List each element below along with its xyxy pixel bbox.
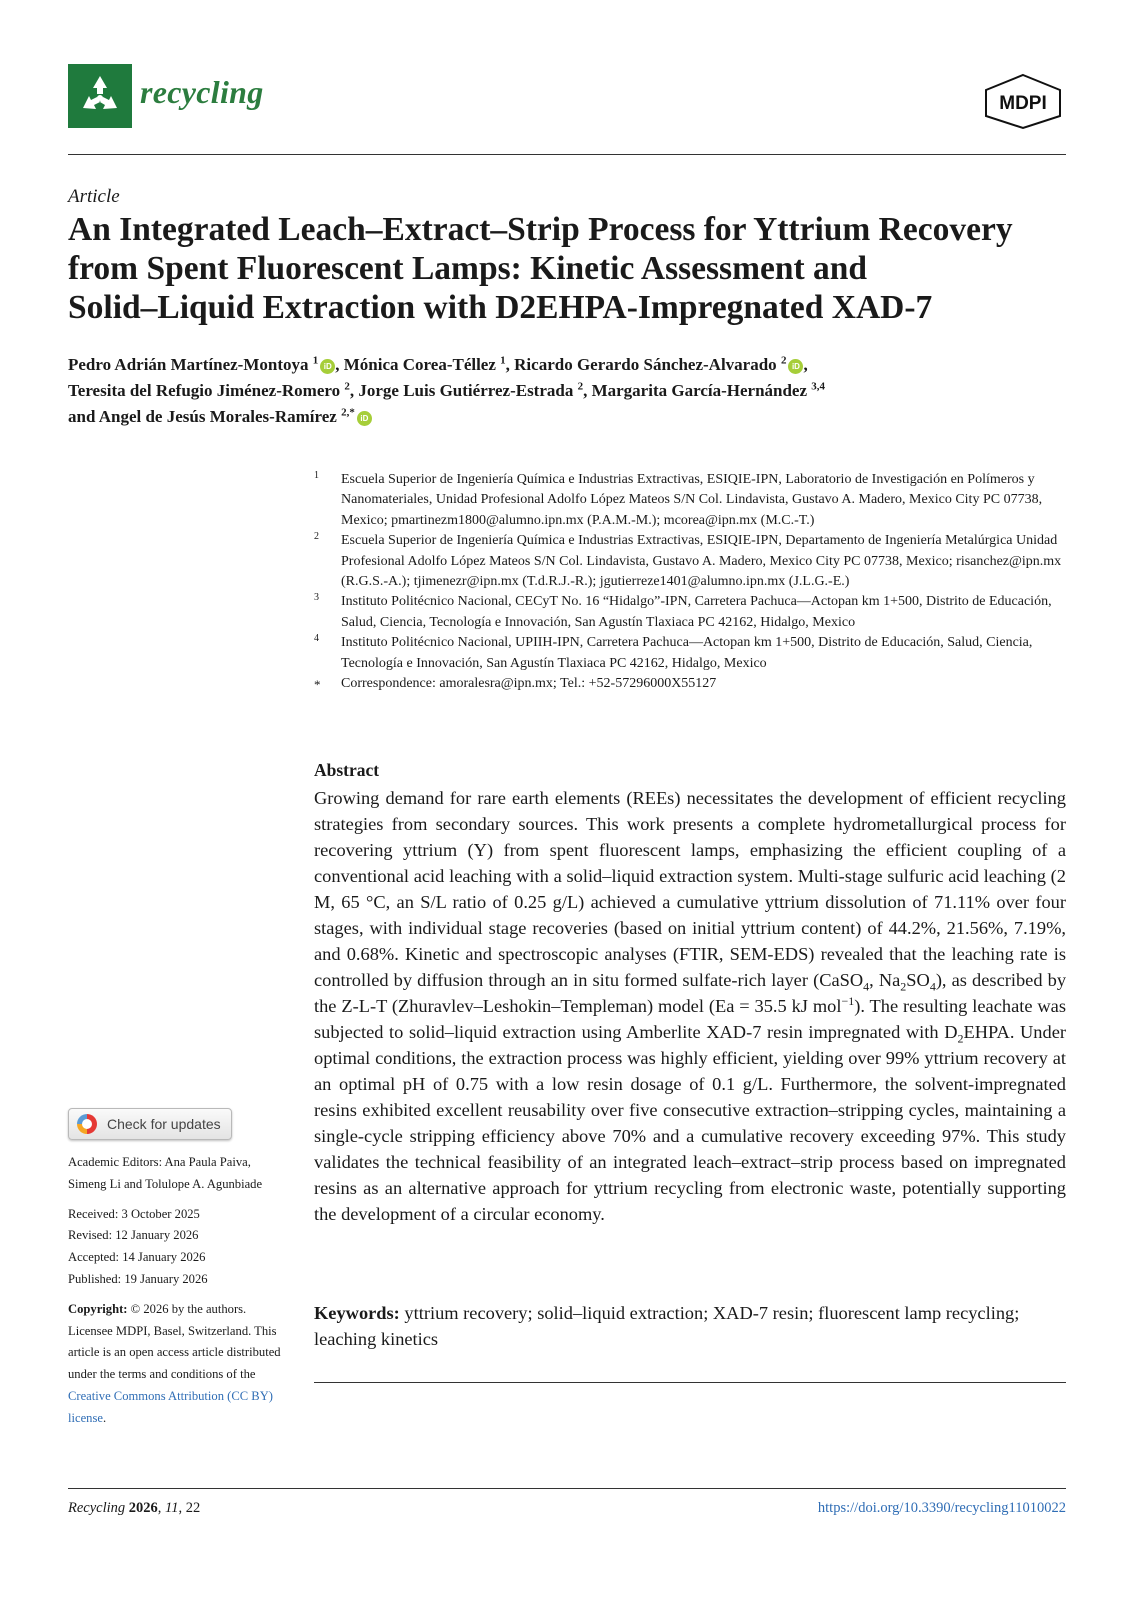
orcid-icon[interactable]: iD [320,359,335,374]
correspondence-marker: * [314,677,321,693]
affiliation [314,470,1070,531]
received-date: Received: 3 October 2025 [68,1206,200,1221]
author-affiliation-ref: 2,* [341,406,355,419]
copyright-label: Copyright: [68,1301,128,1316]
affiliation [314,592,1070,633]
title-line: from Spent Fluorescent Lamps: Kinetic Assessment and [68,250,868,287]
affiliations [314,470,1070,694]
article-info-sidebar [68,1152,290,1430]
footer-year: 2026 [128,1500,158,1516]
author-affiliation-ref: 1 [500,354,506,367]
keywords-label: Keywords: [314,1303,400,1323]
mdpi-logo-icon [980,72,1066,130]
abstract-text: Growing demand for rare earth elements (REEs) necessitates the development of efficient recycling strategies from secondary sources. This work presents a complete hydrometallurgical process for recovering yttrium (Y) from spent fluorescent lamps, emphasizing the efficient coupling of a conventional acid leaching with a solid–liquid extraction system. Multi-stage sulfuric acid leaching (2 M, 65 °C, an S/L ratio of 0.25 g/L) achieved a cumulative yttrium dissolution of 71.11% over four stages, with individual stage recoveries (based on initial yttrium content) of 44.2%, 21.56%, 7.19%, and 0.68%. Kinetic and spectroscopic analyses (FTIR, SEM-EDS) revealed that the leaching rate is controlled by diffusion through an in situ formed sulfate-rich layer (CaSO [314,788,1066,990]
article-type: Article [68,186,120,207]
abstract-text: EHPA. Under optimal conditions, the extraction process was highly efficient, yielding over 99% yttrium recovery at an optimal pH of 0.75 with a low resin dosage of 0.1 g/L. Furthermore, the solvent-impregnated resins exhibited excellent reusability over five consecutive extraction–stripping cycles, maintaining a single-cycle stripping efficiency above 70% and a cumulative recovery exceeding 97%. This study validates the technical feasibility of an integrated leach–extract–strip process based on impregnated resins as an alternative approach for yttrium recycling from electronic waste, potentially supporting the development of a circular economy. [314,1022,1066,1224]
accepted-date: Accepted: 14 January 2026 [68,1250,206,1265]
orcid-icon[interactable]: iD [788,359,803,374]
footer-citation: Recycling 2026, 11, 22 [68,1500,201,1516]
author-name[interactable]: Ricardo Gerardo Sánchez-Alvarado [514,355,777,374]
affiliation-text: Instituto Politécnico Nacional, UPIIH-IPN, Carretera Pachuca—Actopan km 1+500, Distrito de Educación, Salud, Ciencia, Tecnología e Innovación, San Agustín Tlaxiaca PC 42162, Hidalgo, Mexico [341,635,1033,671]
copyright-notice [68,1299,290,1430]
footer-article-number: 22 [185,1500,201,1516]
author-affiliation-ref: 2 [577,380,584,393]
publisher-name: MDPI [999,93,1047,114]
subscript: 4 [929,979,936,994]
correspondence-text: Correspondence: amoralesra@ipn.mx; Tel.: +52-57296000X55127 [341,676,717,692]
article-title [68,210,1068,327]
subscript: 2 [900,979,907,994]
author-affiliation-ref: 3,4 [811,380,826,393]
footer-journal: Recycling [68,1500,126,1516]
author-separator: , [803,355,808,374]
subscript: 2 [957,1031,964,1046]
subscript: 4 [863,979,870,994]
title-line: Solid–Liquid Extraction with D2EHPA-Impregnated XAD-7 [68,289,933,326]
author-affiliation-ref: 2 [344,380,350,393]
header-divider [68,154,1066,155]
license-end: . [102,1410,107,1425]
author-line [68,352,1068,378]
abstract-body [314,785,1066,1227]
author-affiliation-ref: 1 [312,354,319,367]
keywords-text: yttrium recovery; solid–liquid extraction; XAD-7 resin; fluorescent lamp recycling; leaching kinetics [314,1303,1020,1349]
affiliation-text: Instituto Politécnico Nacional, CECyT No. 16 “Hidalgo”-IPN, Carretera Pachuca—Actopan km 1+500, Distrito de Educación, Salud, Ciencia, Tecnología e Innovación, San Agustín Tlaxiaca PC 42162, Hidalgo, Mexico [341,594,1052,630]
author-separator: , [349,381,359,400]
abstract-text: ). The resulting leachate was subjected to solid–liquid extraction using Amberlite XAD-7 resin impregnated with D [314,996,1067,1042]
published-date: Published: 19 January 2026 [68,1271,208,1286]
author-line [68,404,1068,430]
abstract-text: SO [906,970,930,990]
author-name[interactable]: Pedro Adrián Martínez-Montoya [68,355,309,374]
author-name[interactable]: Mónica Corea-Téllez [343,355,496,374]
abstract-heading: Abstract [314,760,380,780]
title-line: An Integrated Leach–Extract–Strip Process for Yttrium Recovery [68,211,1013,248]
check-for-updates-button[interactable] [68,1108,232,1140]
journal-name: recycling [140,74,264,110]
affiliation-text: Escuela Superior de Ingeniería Química e Industrias Extractivas, ESIQIE-IPN, Departamento de Ingeniería Metalúrgica Unidad Profesional Adolfo López Mateos S/N Col. Lindavista, Gustavo A. Madero, Mexico City PC 07738, Mexico; risanchez@ipn.mx (R.G.S.-A.); tjimenezr@ipn.mx (T.d.R.J.-R.); jgutierreze1401@alumno.ipn.mx (J.L.G.-E.) [341,533,1062,590]
author-line [68,378,1068,404]
author-name[interactable]: and Angel de Jesús Morales-Ramírez [68,407,337,426]
affiliation-number: 3 [314,592,319,604]
abstract-text: , Na [869,970,901,990]
author-list [68,352,1068,430]
footer-divider [68,1488,1066,1489]
affiliation-text: Escuela Superior de Ingeniería Química e Industrias Extractivas, ESIQIE-IPN, Laboratorio de Investigación en Polímeros y Nanomateriales, Unidad Profesional Adolfo López Mateos S/N Col. Lindavista, Gustavo A. Madero, Mexico City PC 07738, Mexico; pmartinezm1800@alumno.ipn.mx (P.A.M.-M.); mcorea@ipn.mx (M.C.-T.) [341,472,1043,528]
author-name[interactable]: Margarita García-Hernández [591,381,808,400]
copyright-text: © 2026 by the authors. Licensee MDPI, Basel, Switzerland. This article is an open access article distributed under the terms and conditions of the [68,1301,281,1382]
keywords-divider [314,1382,1066,1383]
doi-link[interactable]: https://doi.org/10.3390/recycling11010022 [817,1500,1066,1516]
revised-date: Revised: 12 January 2026 [68,1228,199,1243]
author-affiliation-ref: 2 [780,354,787,367]
recycle-logo-icon [68,64,132,128]
check-updates-icon [77,1114,97,1134]
superscript: −1 [841,993,855,1008]
academic-editors: Academic Editors: Ana Paula Paiva, Simeng Li and Tolulope A. Agunbiade [68,1155,263,1191]
affiliation-number: 2 [314,531,319,543]
license-link[interactable]: Creative Commons Attribution (CC BY) license [68,1388,273,1425]
author-separator: , [505,355,515,374]
correspondence [314,674,1070,694]
orcid-icon[interactable]: iD [357,411,372,426]
affiliation [314,531,1070,592]
author-separator: , [583,381,592,400]
affiliation-number: 4 [314,633,319,645]
footer-volume: 11 [165,1500,179,1516]
author-separator: , [335,355,344,374]
author-name[interactable]: Jorge Luis Gutiérrez-Estrada [358,381,574,400]
keywords [314,1300,1066,1352]
abstract-text: ), as described by the Z-L-T (Zhuravlev–Leshokin–Templeman) model (Ea = 35.5 kJ mol [314,970,1067,1016]
author-name[interactable]: Teresita del Refugio Jiménez-Romero [68,381,341,400]
check-updates-label: Check for updates [107,1116,221,1132]
affiliation-number: 1 [314,470,319,481]
affiliation [314,633,1070,674]
